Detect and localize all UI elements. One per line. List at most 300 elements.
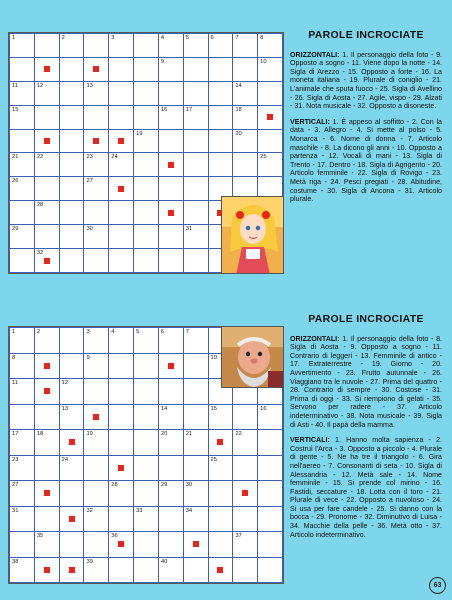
grid-cell[interactable] bbox=[158, 177, 183, 201]
grid-cell[interactable] bbox=[10, 34, 35, 58]
clue-number: 31 bbox=[185, 226, 193, 233]
grid-cell[interactable] bbox=[134, 404, 159, 430]
clue-number: 1 bbox=[12, 35, 16, 41]
clue-number: 23 bbox=[12, 456, 19, 463]
grid-cell[interactable] bbox=[34, 81, 59, 105]
grid-cell[interactable] bbox=[134, 177, 159, 201]
grid-cell[interactable] bbox=[183, 34, 208, 58]
grid-cell[interactable] bbox=[109, 249, 134, 273]
grid-cell[interactable] bbox=[233, 532, 258, 558]
grid-cell[interactable] bbox=[183, 177, 208, 201]
clue-number: 11 bbox=[12, 82, 19, 89]
grid-cell[interactable] bbox=[258, 404, 283, 430]
grid-cell[interactable] bbox=[59, 57, 84, 81]
grid-cell[interactable] bbox=[258, 57, 283, 81]
grid-cell[interactable] bbox=[158, 153, 183, 177]
down-heading-1: VERTICALI: bbox=[290, 117, 330, 126]
grid-cell[interactable] bbox=[158, 557, 183, 583]
clue-number: 27 bbox=[12, 482, 19, 488]
grid-cell[interactable] bbox=[34, 557, 59, 583]
grid-cell[interactable] bbox=[258, 481, 283, 507]
grid-cell[interactable] bbox=[109, 404, 134, 430]
grid-cell[interactable] bbox=[59, 404, 84, 430]
grid-cell[interactable] bbox=[59, 506, 84, 532]
grid-cell[interactable] bbox=[233, 81, 258, 105]
grid-cell[interactable] bbox=[208, 129, 233, 153]
grid-cell[interactable] bbox=[84, 34, 109, 58]
grid-cell[interactable] bbox=[208, 430, 233, 456]
grid-cell[interactable] bbox=[134, 57, 159, 81]
grid-cell[interactable] bbox=[59, 129, 84, 153]
grid-cell[interactable] bbox=[233, 34, 258, 58]
grid-cell[interactable] bbox=[258, 557, 283, 583]
grid-cell[interactable] bbox=[34, 379, 59, 405]
clue-number: 26 bbox=[12, 178, 19, 185]
grid-cell[interactable] bbox=[158, 34, 183, 58]
clue-number: 37 bbox=[235, 533, 242, 539]
grid-cell[interactable] bbox=[158, 57, 183, 81]
grid-cell[interactable] bbox=[10, 153, 35, 177]
grid-cell[interactable] bbox=[10, 481, 35, 507]
clue-number: 3 bbox=[111, 35, 115, 41]
clue-number: 2 bbox=[36, 329, 41, 335]
grid-cell[interactable] bbox=[84, 455, 109, 481]
grid-cell[interactable] bbox=[59, 532, 84, 558]
grid-cell[interactable] bbox=[233, 153, 258, 177]
grid-cell[interactable] bbox=[134, 506, 159, 532]
grid-cell[interactable] bbox=[109, 506, 134, 532]
grid-cell[interactable] bbox=[208, 153, 233, 177]
across-text-1: 1. Il personaggio della foto - 9. Opposto a sogno - 11. Viene dopo la notte - 14. Sigla di Arezzo - 15. Opposto a forte - 16. La moneta italiana - 19. Plurale di coniglio - 21. L'animale che sputa fuoco - 25. Sigla di Avellino - 26. Sigla di Aosta - 27. Agile, vispo - 29. Alzati - 31. Nota musicale - 32. Opposto a disoneste. bbox=[290, 50, 442, 111]
grid-cell[interactable] bbox=[134, 481, 159, 507]
clue-number: 6 bbox=[160, 329, 165, 335]
clue-number: 5 bbox=[136, 329, 140, 335]
clue-number: 29 bbox=[160, 482, 168, 488]
clue-number: 17 bbox=[12, 431, 19, 437]
grid-cell[interactable] bbox=[10, 129, 35, 153]
grid-cell[interactable] bbox=[258, 506, 283, 532]
grid-cell[interactable] bbox=[158, 105, 183, 129]
grid-cell[interactable] bbox=[208, 34, 233, 58]
grid-cell[interactable] bbox=[134, 129, 159, 153]
grid-cell[interactable] bbox=[10, 404, 35, 430]
grid-cell[interactable] bbox=[84, 249, 109, 273]
clue-number: 27 bbox=[86, 178, 93, 185]
candy-illustration bbox=[222, 197, 284, 274]
grid-cell[interactable] bbox=[34, 34, 59, 58]
grid-cell[interactable] bbox=[134, 455, 159, 481]
grid-cell[interactable] bbox=[10, 455, 35, 481]
grid-cell[interactable] bbox=[34, 430, 59, 456]
clue-number: 14 bbox=[160, 405, 168, 412]
grid-cell[interactable] bbox=[109, 455, 134, 481]
grid-cell[interactable] bbox=[134, 430, 159, 456]
grid-cell[interactable] bbox=[10, 506, 35, 532]
grid-row bbox=[10, 404, 283, 430]
grid-cell[interactable] bbox=[183, 404, 208, 430]
grid-cell[interactable] bbox=[34, 328, 59, 354]
grid-cell[interactable] bbox=[59, 105, 84, 129]
grid-cell[interactable] bbox=[258, 153, 283, 177]
grid-cell[interactable] bbox=[208, 481, 233, 507]
grid-cell[interactable] bbox=[84, 353, 109, 379]
clue-number: 19 bbox=[86, 431, 93, 437]
grid-cell[interactable] bbox=[84, 430, 109, 456]
clue-number: 34 bbox=[185, 507, 193, 514]
grid-cell[interactable] bbox=[109, 532, 134, 558]
grid-cell[interactable] bbox=[84, 57, 109, 81]
grid-row bbox=[10, 57, 283, 81]
grid-cell[interactable] bbox=[10, 379, 35, 405]
grid-cell[interactable] bbox=[134, 105, 159, 129]
grid-cell[interactable] bbox=[109, 328, 134, 354]
clue-number: 4 bbox=[160, 35, 165, 41]
clue-number: 12 bbox=[61, 380, 69, 386]
grid-cell[interactable] bbox=[183, 557, 208, 583]
grid-cell[interactable] bbox=[10, 532, 35, 558]
grid-cell[interactable] bbox=[109, 177, 134, 201]
photo-character-2 bbox=[221, 326, 284, 388]
grid-cell[interactable] bbox=[109, 57, 134, 81]
grid-cell[interactable] bbox=[84, 532, 109, 558]
puzzle-title-1: PAROLE INCROCIATE bbox=[308, 29, 424, 41]
grid-cell[interactable] bbox=[158, 328, 183, 354]
grid-row bbox=[10, 105, 283, 129]
grid-cell[interactable] bbox=[208, 532, 233, 558]
grid-cell[interactable] bbox=[158, 404, 183, 430]
clue-number: 20 bbox=[160, 431, 168, 437]
clues-panel-2 bbox=[290, 315, 442, 546]
grid-cell[interactable] bbox=[84, 129, 109, 153]
grid-cell[interactable] bbox=[109, 81, 134, 105]
grid-cell[interactable] bbox=[84, 225, 109, 249]
clue-number: 9 bbox=[160, 58, 165, 65]
clue-number: 28 bbox=[111, 482, 118, 488]
grid-cell[interactable] bbox=[10, 225, 35, 249]
clue-number: 21 bbox=[12, 154, 19, 161]
clue-number: 36 bbox=[111, 533, 118, 539]
grid-cell[interactable] bbox=[34, 532, 59, 558]
grid-cell[interactable] bbox=[34, 404, 59, 430]
grid-cell[interactable] bbox=[59, 201, 84, 225]
clue-number: 16 bbox=[260, 405, 267, 412]
grid-row bbox=[10, 557, 283, 583]
grid-cell[interactable] bbox=[10, 328, 35, 354]
grid-cell[interactable] bbox=[134, 225, 159, 249]
grid-cell[interactable] bbox=[183, 129, 208, 153]
grid-cell[interactable] bbox=[233, 557, 258, 583]
grid-cell[interactable] bbox=[34, 177, 59, 201]
grid-row bbox=[10, 532, 283, 558]
clue-number: 19 bbox=[136, 130, 143, 137]
clue-number: 5 bbox=[185, 35, 189, 41]
grid-cell[interactable] bbox=[258, 105, 283, 129]
grid-cell[interactable] bbox=[59, 328, 84, 354]
grid-cell[interactable] bbox=[84, 105, 109, 129]
clue-number: 22 bbox=[235, 431, 242, 437]
grid-cell[interactable] bbox=[84, 557, 109, 583]
grid-cell[interactable] bbox=[183, 430, 208, 456]
grid-cell[interactable] bbox=[208, 105, 233, 129]
grid-cell[interactable] bbox=[84, 328, 109, 354]
grid-cell[interactable] bbox=[158, 430, 183, 456]
grid-cell[interactable] bbox=[34, 506, 59, 532]
grid-cell[interactable] bbox=[183, 81, 208, 105]
grid-cell[interactable] bbox=[183, 57, 208, 81]
grid-cell[interactable] bbox=[208, 506, 233, 532]
grid-cell[interactable] bbox=[84, 177, 109, 201]
grid-cell[interactable] bbox=[183, 249, 208, 273]
grid-cell[interactable] bbox=[109, 353, 134, 379]
grid-cell[interactable] bbox=[84, 379, 109, 405]
down-clues-2 bbox=[290, 436, 442, 539]
grid-cell[interactable] bbox=[233, 506, 258, 532]
across-clues-1 bbox=[290, 51, 442, 111]
clue-number: 4 bbox=[111, 329, 115, 335]
grid-cell[interactable] bbox=[208, 81, 233, 105]
clue-number: 32 bbox=[86, 507, 93, 514]
grid-cell[interactable] bbox=[10, 177, 35, 201]
grid-row bbox=[10, 81, 283, 105]
grid-cell[interactable] bbox=[59, 153, 84, 177]
grid-cell[interactable] bbox=[109, 201, 134, 225]
grid-cell[interactable] bbox=[34, 129, 59, 153]
grid-cell[interactable] bbox=[183, 532, 208, 558]
grid-cell[interactable] bbox=[158, 353, 183, 379]
grid-cell[interactable] bbox=[158, 532, 183, 558]
grid-cell[interactable] bbox=[34, 455, 59, 481]
grid-cell[interactable] bbox=[10, 201, 35, 225]
clue-number: 24 bbox=[61, 456, 69, 463]
grid-cell[interactable] bbox=[134, 81, 159, 105]
grid-cell[interactable] bbox=[158, 249, 183, 273]
grid-row bbox=[10, 34, 283, 58]
grid-cell[interactable] bbox=[233, 430, 258, 456]
grid-cell[interactable] bbox=[208, 404, 233, 430]
page-number: 63 bbox=[429, 577, 446, 594]
grid-cell[interactable] bbox=[183, 153, 208, 177]
clue-number: 8 bbox=[260, 35, 264, 41]
grid-cell[interactable] bbox=[158, 455, 183, 481]
grid-cell[interactable] bbox=[59, 379, 84, 405]
grid-cell[interactable] bbox=[134, 201, 159, 225]
grid-cell[interactable] bbox=[59, 177, 84, 201]
clue-number: 40 bbox=[160, 558, 168, 565]
grid-cell[interactable] bbox=[10, 81, 35, 105]
clue-number: 20 bbox=[235, 130, 242, 137]
grid-cell[interactable] bbox=[59, 249, 84, 273]
grid-cell[interactable] bbox=[10, 105, 35, 129]
clue-number: 29 bbox=[12, 226, 19, 233]
clue-number: 15 bbox=[210, 405, 217, 412]
clue-number: 31 bbox=[12, 507, 19, 514]
clue-number: 6 bbox=[210, 35, 214, 41]
grid-cell[interactable] bbox=[134, 249, 159, 273]
clue-number: 16 bbox=[160, 106, 168, 113]
grid-cell[interactable] bbox=[233, 455, 258, 481]
grid-cell[interactable] bbox=[34, 57, 59, 81]
grid-cell[interactable] bbox=[34, 201, 59, 225]
grid-cell[interactable] bbox=[233, 404, 258, 430]
clue-number: 38 bbox=[12, 558, 19, 565]
clue-number: 7 bbox=[185, 329, 189, 335]
clue-number: 24 bbox=[111, 154, 118, 161]
grid-cell[interactable] bbox=[84, 153, 109, 177]
clue-number: 30 bbox=[185, 482, 193, 488]
grid-cell[interactable] bbox=[84, 506, 109, 532]
grid-cell[interactable] bbox=[59, 455, 84, 481]
clue-number: 15 bbox=[12, 106, 19, 113]
grid-cell[interactable] bbox=[183, 353, 208, 379]
clue-number: 10 bbox=[210, 354, 217, 361]
grid-cell[interactable] bbox=[84, 81, 109, 105]
clue-number: 2 bbox=[61, 35, 65, 41]
grid-cell[interactable] bbox=[158, 129, 183, 153]
grid-cell[interactable] bbox=[59, 557, 84, 583]
grid-cell[interactable] bbox=[59, 481, 84, 507]
clues-panel-1 bbox=[290, 31, 442, 211]
grid-cell[interactable] bbox=[183, 481, 208, 507]
grid-cell[interactable] bbox=[134, 328, 159, 354]
grid-row bbox=[10, 455, 283, 481]
grid-cell[interactable] bbox=[109, 129, 134, 153]
grid-cell[interactable] bbox=[34, 481, 59, 507]
grid-cell[interactable] bbox=[208, 57, 233, 81]
clue-number: 21 bbox=[185, 431, 193, 437]
down-text-2: 1. Hanno molta sapienza - 2. Costruì l'Arca - 3. Opposto a piccolo - 4. Plurale di gente - 5. Ne ha tre il triangolo - 6. Gira nell'aereo - 7. Consonanti di seta - 10. Sigla di Alessandria - 12. Metà sale - 14. Nome femminile - 15. Si prende col mirino - 16. Fastidi, seccature - 18. Lotta con il toro - 21. Plurale di vece - 22. Opposto a nuvoloso - 24. Si usa per fare candele - 25. Si danno con la bocca - 29. Pronome - 32. Diminutivo di Luisa - 34. Macchie della pelle - 36. Metà otto - 37. Articolo indeterminativo. bbox=[290, 436, 442, 539]
clue-number: 25 bbox=[210, 456, 217, 463]
grid-cell[interactable] bbox=[109, 430, 134, 456]
clue-number: 12 bbox=[36, 82, 44, 89]
grid-cell[interactable] bbox=[34, 353, 59, 379]
grid-cell[interactable] bbox=[134, 153, 159, 177]
clue-number: 18 bbox=[36, 431, 44, 437]
grid-cell[interactable] bbox=[134, 557, 159, 583]
grid-cell[interactable] bbox=[233, 129, 258, 153]
clue-number: 11 bbox=[12, 380, 19, 386]
grid-cell[interactable] bbox=[59, 34, 84, 58]
clue-number: 7 bbox=[235, 35, 239, 41]
grid-cell[interactable] bbox=[258, 129, 283, 153]
grid-cell[interactable] bbox=[84, 481, 109, 507]
grid-cell[interactable] bbox=[258, 455, 283, 481]
grid-cell[interactable] bbox=[183, 105, 208, 129]
grid-cell[interactable] bbox=[258, 430, 283, 456]
clue-number: 23 bbox=[86, 154, 93, 161]
grid-cell[interactable] bbox=[10, 57, 35, 81]
grid-cell[interactable] bbox=[34, 225, 59, 249]
grid-cell[interactable] bbox=[109, 225, 134, 249]
puzzle-title-2: PAROLE INCROCIATE bbox=[308, 313, 424, 325]
character-illustration bbox=[222, 327, 284, 388]
grid-cell[interactable] bbox=[158, 481, 183, 507]
clue-number: 14 bbox=[235, 82, 242, 89]
grid-cell[interactable] bbox=[158, 201, 183, 225]
grid-row bbox=[10, 506, 283, 532]
down-text-1: 1. È appeso al soffitto - 2. Con la data - 3. Allegro - 4. Si mette al polso - 5. Monarca - 6. Nome di donna - 7. Articolo maschile - 8. La dicono gli anni - 10. Opposto a partenza - 12. Vocali di mani - 13. Sigla di Trento - 17. Dentro - 18. Sigla di Agrigento - 20. Articolo femminile - 22. Sigla di Rovigo - 23. Metà riga - 24. Pesci pregiati - 28. Abitudine, costume - 30. Sigla di Ancona - 31. Articolo plurale. bbox=[290, 117, 442, 204]
grid-cell[interactable] bbox=[134, 379, 159, 405]
clue-number: 39 bbox=[86, 558, 93, 565]
grid-cell[interactable] bbox=[134, 353, 159, 379]
grid-cell[interactable] bbox=[208, 455, 233, 481]
grid-cell[interactable] bbox=[158, 225, 183, 249]
grid-cell[interactable] bbox=[109, 557, 134, 583]
across-heading-1: ORIZZONTALI: bbox=[290, 50, 340, 59]
grid-row bbox=[10, 153, 283, 177]
grid-row bbox=[10, 430, 283, 456]
grid-cell[interactable] bbox=[10, 353, 35, 379]
grid-cell[interactable] bbox=[59, 353, 84, 379]
grid-cell[interactable] bbox=[158, 379, 183, 405]
grid-cell[interactable] bbox=[10, 557, 35, 583]
grid-cell[interactable] bbox=[10, 249, 35, 273]
clue-number: 10 bbox=[260, 58, 267, 65]
grid-cell[interactable] bbox=[183, 455, 208, 481]
clue-number: 13 bbox=[61, 405, 69, 412]
clue-number: 32 bbox=[36, 250, 44, 257]
across-text-2: 1. Il personaggio della foto - 8. Sigla di Aosta - 9. Opposto a sogno - 11. Contrario di leggeri - 13. Femminile di antico - 17. Extraterrestre - 19. Giorno - 20. Avvertimento - 23. Frutto autunnale - 26. Viaggiano tra le nuvole - 27. Prima del quattro - 28. Contrario di sempre - 30. Costose - 31. Prima di oggi - 33. Si riempiono di gelati - 35. Servono per radere - 37. Articolo indeterminativo - 38. Nota musicale - 39. Sigla di Asti - 40. Il papà della mamma. bbox=[290, 334, 442, 429]
grid-cell[interactable] bbox=[34, 105, 59, 129]
grid-cell[interactable] bbox=[59, 81, 84, 105]
grid-cell[interactable] bbox=[233, 57, 258, 81]
grid-cell[interactable] bbox=[233, 105, 258, 129]
clue-number: 35 bbox=[36, 533, 44, 539]
grid-cell[interactable] bbox=[10, 430, 35, 456]
grid-cell[interactable] bbox=[183, 379, 208, 405]
grid-cell[interactable] bbox=[109, 105, 134, 129]
grid-cell[interactable] bbox=[183, 225, 208, 249]
grid-cell[interactable] bbox=[258, 532, 283, 558]
grid-cell[interactable] bbox=[59, 430, 84, 456]
clue-number: 13 bbox=[86, 82, 93, 89]
across-heading-2: ORIZZONTALI: bbox=[290, 334, 340, 343]
photo-candy-1 bbox=[221, 196, 284, 274]
grid-cell[interactable] bbox=[109, 153, 134, 177]
down-clues-1 bbox=[290, 118, 442, 204]
grid-cell[interactable] bbox=[183, 506, 208, 532]
grid-cell[interactable] bbox=[183, 328, 208, 354]
grid-cell[interactable] bbox=[134, 532, 159, 558]
clue-number: 1 bbox=[12, 329, 16, 335]
grid-cell[interactable] bbox=[233, 481, 258, 507]
grid-cell[interactable] bbox=[258, 81, 283, 105]
grid-cell[interactable] bbox=[109, 379, 134, 405]
grid-cell[interactable] bbox=[258, 34, 283, 58]
grid-cell[interactable] bbox=[109, 481, 134, 507]
clue-number: 9 bbox=[86, 354, 90, 361]
grid-cell[interactable] bbox=[158, 506, 183, 532]
clue-number: 30 bbox=[86, 226, 93, 233]
grid-cell[interactable] bbox=[84, 201, 109, 225]
grid-cell[interactable] bbox=[34, 153, 59, 177]
clue-number: 17 bbox=[185, 106, 193, 113]
clue-number: 28 bbox=[36, 202, 44, 209]
grid-row bbox=[10, 129, 283, 153]
clue-number: 18 bbox=[235, 106, 242, 113]
grid-cell[interactable] bbox=[158, 81, 183, 105]
clue-number: 25 bbox=[260, 154, 267, 161]
grid-cell[interactable] bbox=[134, 34, 159, 58]
clue-number: 22 bbox=[36, 154, 44, 161]
grid-cell[interactable] bbox=[109, 34, 134, 58]
grid-cell[interactable] bbox=[84, 404, 109, 430]
clue-number: 3 bbox=[86, 329, 90, 335]
grid-cell[interactable] bbox=[208, 557, 233, 583]
grid-cell[interactable] bbox=[59, 225, 84, 249]
grid-cell[interactable] bbox=[34, 249, 59, 273]
grid-cell[interactable] bbox=[183, 201, 208, 225]
grid-row bbox=[10, 481, 283, 507]
